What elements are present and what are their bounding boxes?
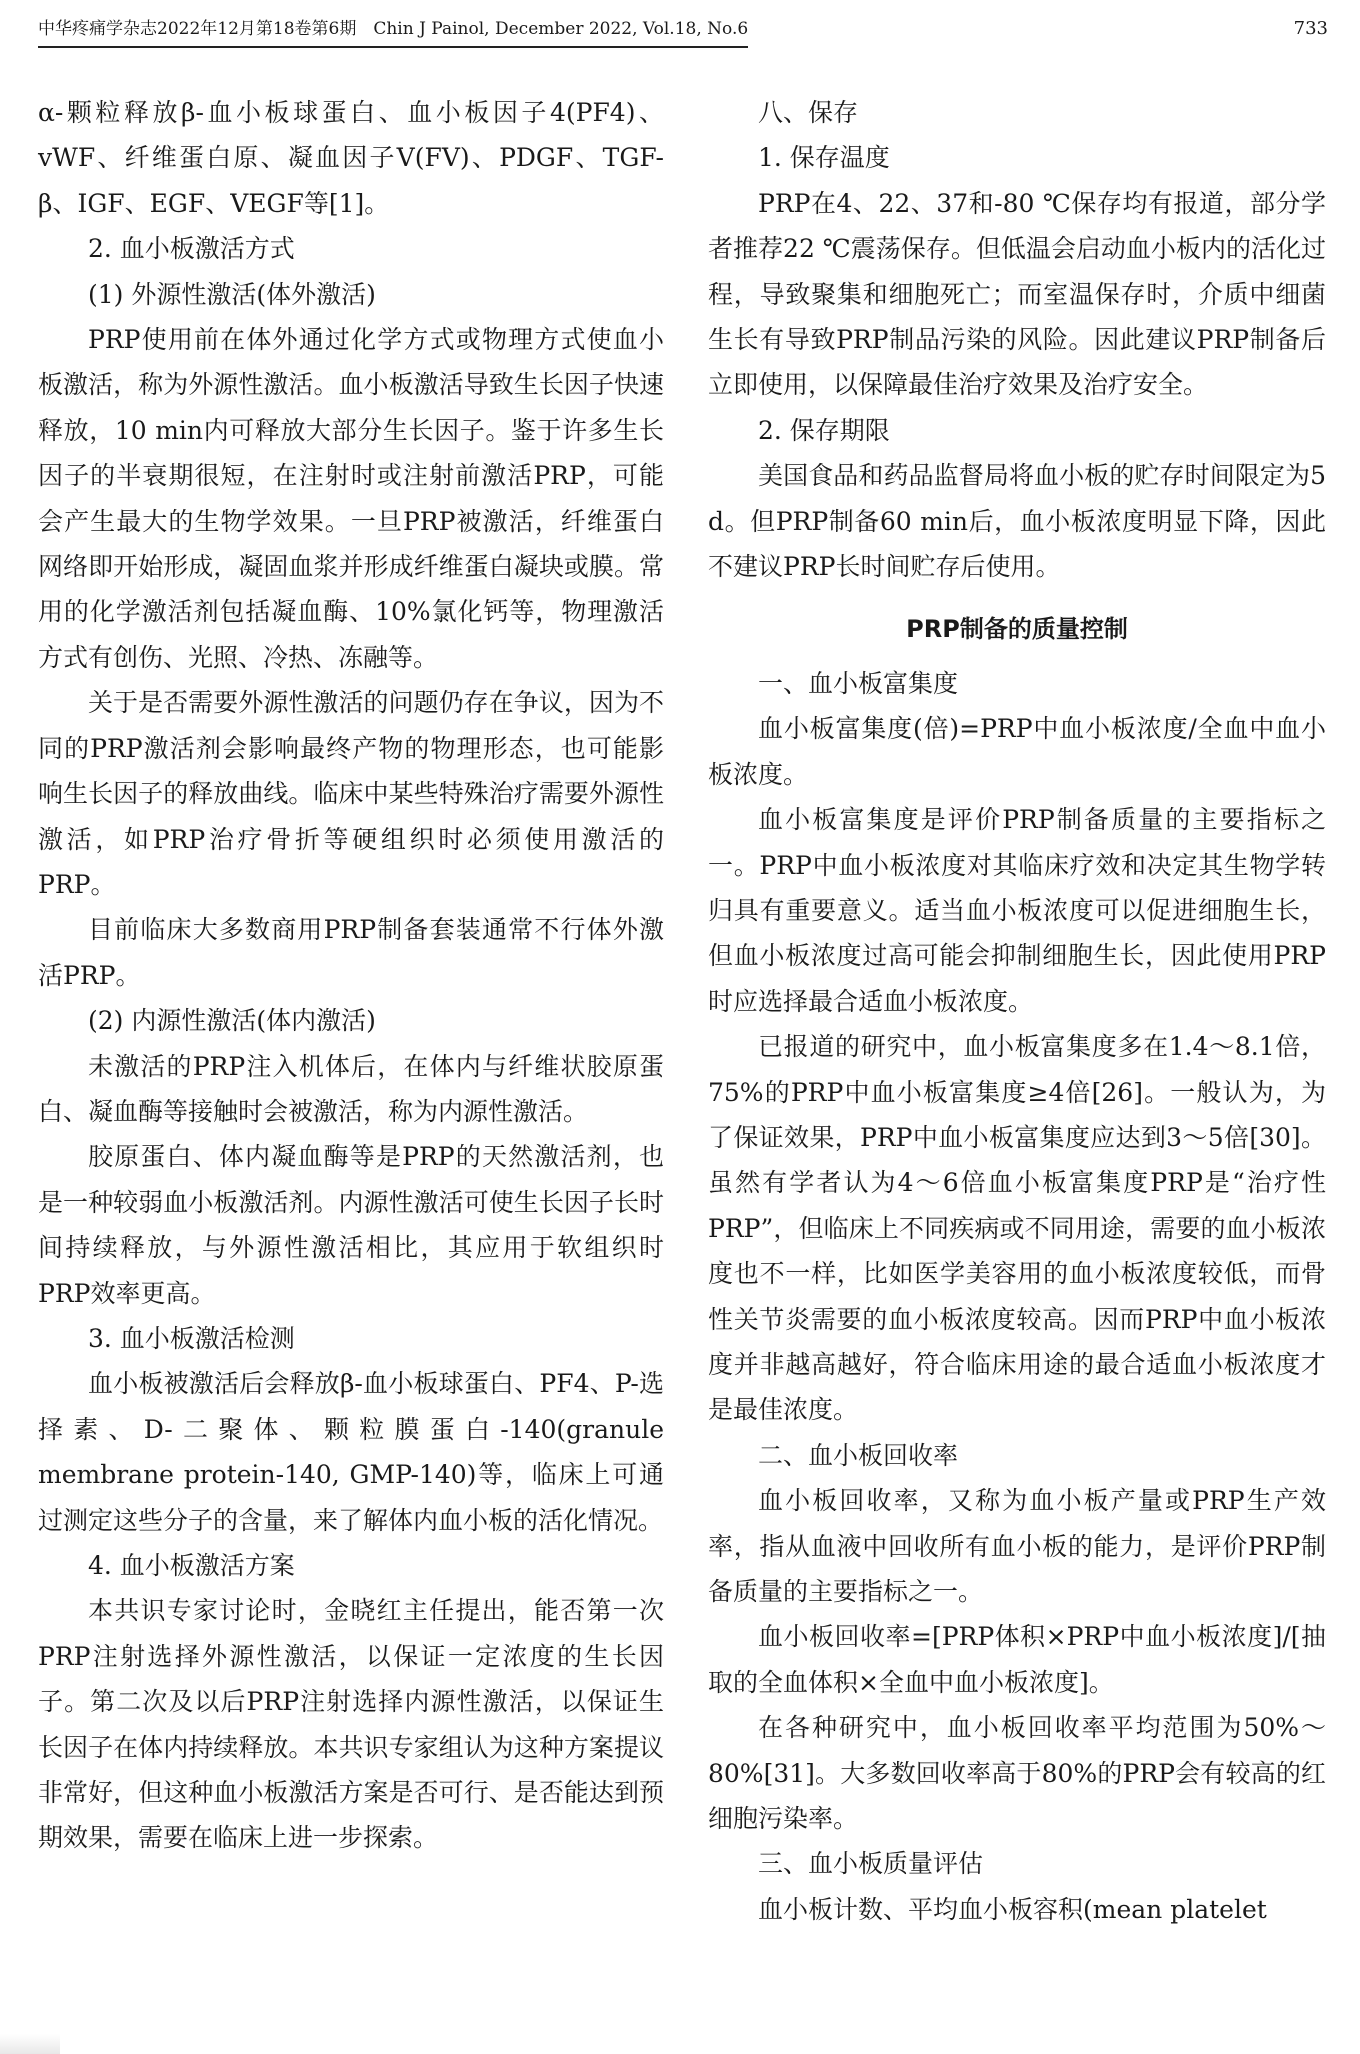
paragraph: 血小板被激活后会释放β-血小板球蛋白、PF4、P-选择素、D-二聚体、颗粒膜蛋白-140(granule membrane protein-140, GMP-140)等，临床上可通过测定这些分子的含量，来了解体内血小板的活化情况。 xyxy=(38,1369,664,1535)
subheading: 2. 保存期限 xyxy=(758,415,890,445)
subheading: 2. 血小板激活方式 xyxy=(88,234,295,264)
formula-paragraph: 血小板回收率=[PRP体积×PRP中血小板浓度]/[抽取的全血体积×全血中血小板浓度]。 xyxy=(708,1622,1326,1697)
paragraph: PRP使用前在体外通过化学方式或物理方式使血小板激活，称为外源性激活。血小板激活导致生长因子快速释放，10 min内可释放大部分生长因子。鉴于许多生长因子的半衰期很短，在注射时或注射前激活PRP，可能会产生最大的生物学效果。一旦PRP被激活，纤维蛋白网络即开始形成，凝固血浆并形成纤维蛋白凝块或膜。常用的化学激活剂包括凝血酶、10%氯化钙等，物理激活方式有创伤、光照、冷热、冻融等。 xyxy=(38,325,664,672)
paragraph-continued: α-颗粒释放β-血小板球蛋白、血小板因子4(PF4)、vWF、纤维蛋白原、凝血因子V(FV)、PDGF、TGF-β、IGF、EGF、VEGF等[1]。 xyxy=(38,98,664,218)
section-heading: 一、血小板富集度 xyxy=(758,668,959,698)
left-column xyxy=(38,90,664,1861)
paragraph: 胶原蛋白、体内凝血酶等是PRP的天然激活剂，也是一种较弱血小板激活剂。内源性激活可使生长因子长时间持续释放，与外源性激活相比，其应用于软组织时PRP效率更高。 xyxy=(38,1142,664,1308)
paragraph: 在各种研究中，血小板回收率平均范围为50%～80%[31]。大多数回收率高于80%的PRP会有较高的红细胞污染率。 xyxy=(708,1713,1326,1834)
paragraph: 血小板计数、平均血小板容积(mean platelet xyxy=(758,1894,1267,1924)
paragraph: 美国食品和药品监督局将血小板的贮存时间限定为5 d。但PRP制备60 min后，血小板浓度明显下降，因此不建议PRP长时间贮存后使用。 xyxy=(708,461,1326,582)
formula-paragraph: 血小板富集度(倍)=PRP中血小板浓度/全血中血小板浓度。 xyxy=(708,714,1326,789)
journal-info: 中华疼痛学杂志2022年12月第18卷第6期 Chin J Painol, December 2022, Vol.18, No.6 xyxy=(38,14,748,48)
running-header xyxy=(38,14,1328,54)
subheading: (1) 外源性激活(体外激活) xyxy=(88,279,376,309)
paragraph: 目前临床大多数商用PRP制备套装通常不行体外激活PRP。 xyxy=(38,915,664,990)
paragraph: 关于是否需要外源性激活的问题仍存在争议，因为不同的PRP激活剂会影响最终产物的物理形态，也可能影响生长因子的释放曲线。临床中某些特殊治疗需要外源性激活，如PRP治疗骨折等硬组织时必须使用激活的PRP。 xyxy=(38,688,664,899)
paragraph: 血小板回收率，又称为血小板产量或PRP生产效率，指从血液中回收所有血小板的能力，是评价PRP制备质量的主要指标之一。 xyxy=(708,1486,1326,1606)
page-number: 733 xyxy=(1293,18,1328,39)
paragraph: 血小板富集度是评价PRP制备质量的主要指标之一。PRP中血小板浓度对其临床疗效和决定其生物学转归具有重要意义。适当血小板浓度可以促进细胞生长，但血小板浓度过高可能会抑制细胞生长，因此使用PRP时应选择最合适血小板浓度。 xyxy=(708,805,1326,1016)
subheading: (2) 内源性激活(体内激活) xyxy=(88,1006,376,1036)
subheading: 4. 血小板激活方案 xyxy=(88,1551,295,1580)
section-heading: 八、保存 xyxy=(758,98,859,127)
section-heading: 二、血小板回收率 xyxy=(758,1440,959,1470)
paragraph: 已报道的研究中，血小板富集度多在1.4～8.1倍，75%的PRP中血小板富集度≥4倍[26]。一般认为，为了保证效果，PRP中血小板富集度应达到3～5倍[30]。虽然有学者认为4～6倍血小板富集度PRP是“治疗性PRP”，但临床上不同疾病或不同用途，需要的血小板浓度也不一样，比如医学美容用的血小板浓度较低，而骨性关节炎需要的血小板浓度较高。因而PRP中血小板浓度并非越高越好，符合临床用途的最合适血小板浓度才是最佳浓度。 xyxy=(708,1032,1326,1425)
paragraph: 未激活的PRP注入机体后，在体内与纤维状胶原蛋白、凝血酶等接触时会被激活，称为内源性激活。 xyxy=(38,1051,664,1126)
subheading: 3. 血小板激活检测 xyxy=(88,1323,295,1353)
scan-edge-shadow xyxy=(0,2034,60,2054)
paragraph: PRP在4、22、37和-80 ℃保存均有报道，部分学者推荐22 ℃震荡保存。但低温会启动血小板内的活化过程，导致聚集和细胞死亡；而室温保存时，介质中细菌生长有导致PRP制品污染的风险。因此建议PRP制备后立即使用，以保障最佳治疗效果及治疗安全。 xyxy=(708,188,1326,400)
section-heading: 三、血小板质量评估 xyxy=(758,1849,984,1879)
subheading: 1. 保存温度 xyxy=(758,143,890,173)
paragraph: 本共识专家讨论时，金晓红主任提出，能否第一次PRP注射选择外源性激活，以保证一定浓度的生长因子。第二次及以后PRP注射选择内源性激活，以保证生长因子在体内持续释放。本共识专家组认为这种方案提议非常好，但这种血小板激活方案是否可行、是否能达到预期效果，需要在临床上进一步探索。 xyxy=(38,1596,664,1853)
right-column xyxy=(708,90,1326,1932)
section-title: PRP制备的质量控制 xyxy=(906,615,1128,644)
